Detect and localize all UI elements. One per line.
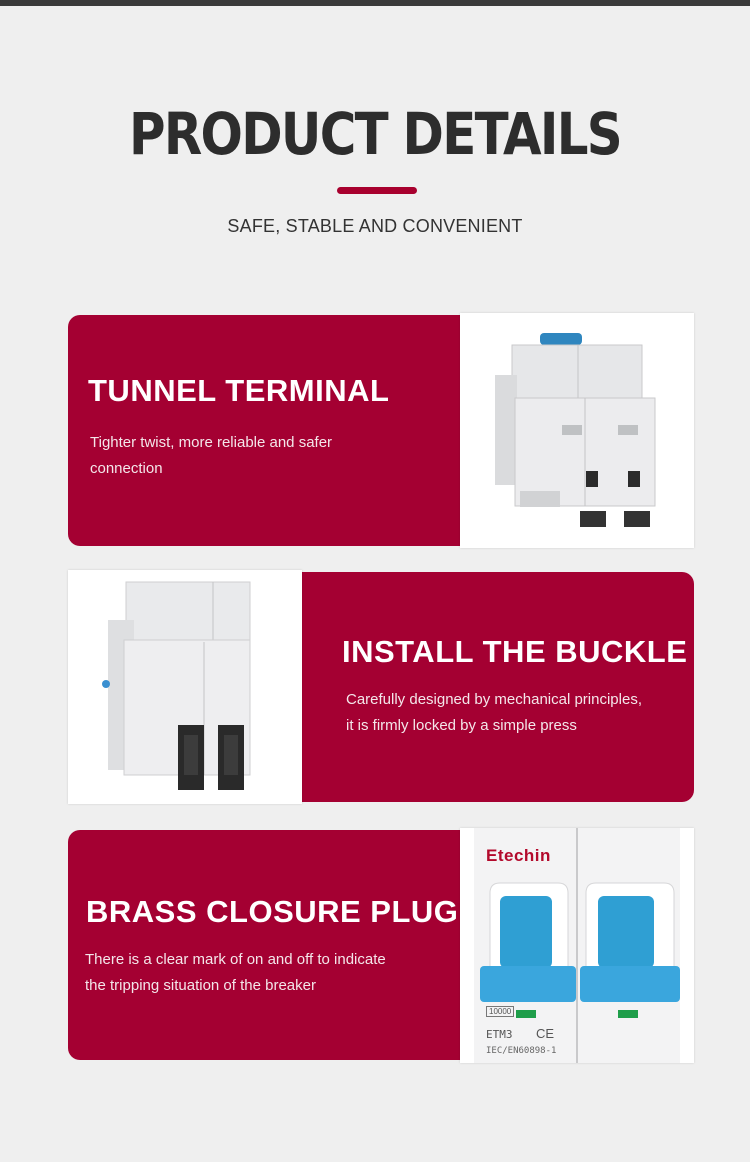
feature-title: BRASS CLOSURE PLUG (86, 894, 459, 929)
rating-label: 10000 (486, 1006, 514, 1017)
page-subtitle: SAFE, STABLE AND CONVENIENT (227, 216, 523, 236)
ce-mark: CE (536, 1026, 555, 1041)
feature-description-line: Tighter twist, more reliable and safer (90, 434, 333, 451)
feature-description-line: connection (90, 460, 163, 477)
feature-title: TUNNEL TERMINAL (88, 373, 390, 408)
product-photo-brass-closure-plug (460, 828, 694, 1063)
product-photo-tunnel-terminal (460, 313, 694, 548)
feature-card-tunnel-terminal (68, 315, 488, 546)
feature-description-line: the tripping situation of the breaker (85, 977, 316, 994)
model-label: ETM3 (486, 1028, 513, 1041)
feature-card-install-buckle (280, 572, 694, 802)
feature-title: INSTALL THE BUCKLE (342, 634, 688, 669)
product-photo-install-buckle (68, 570, 302, 804)
page-title: PRODUCT DETAILS (129, 100, 621, 168)
breaker-front-angle-image (460, 313, 694, 548)
brand-label: Etechin (486, 846, 551, 865)
breaker-back-view-image (68, 570, 302, 804)
title-divider (337, 187, 417, 194)
feature-description-line: Carefully designed by mechanical principles, (346, 691, 642, 708)
standard-label: IEC/EN60898-1 (486, 1046, 557, 1056)
top-bar (0, 0, 750, 6)
feature-description-line: There is a clear mark of on and off to indicate (85, 951, 386, 968)
feature-card-brass-closure-plug (68, 830, 488, 1060)
feature-description-line: it is firmly locked by a simple press (346, 717, 577, 734)
